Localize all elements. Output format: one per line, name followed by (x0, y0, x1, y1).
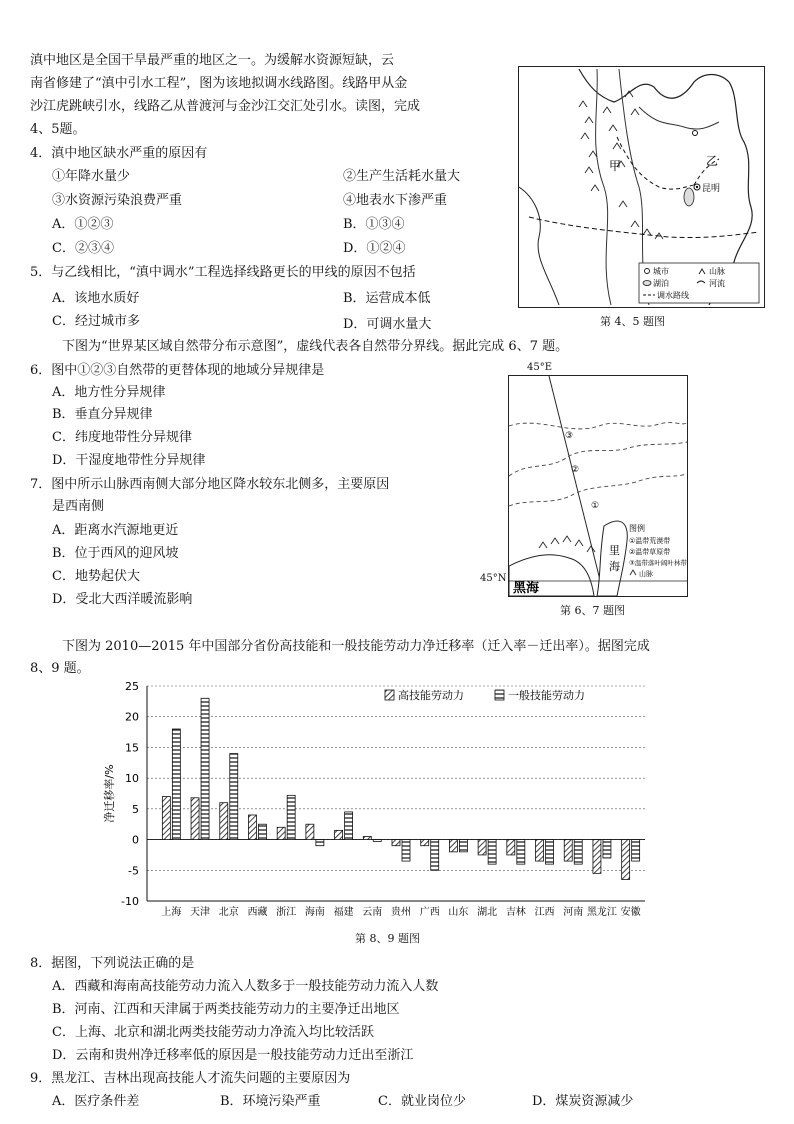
y-tick-label: 25 (125, 680, 139, 693)
zone-boundary-2 (509, 442, 687, 476)
map-67-drawing (509, 376, 687, 596)
legend-label-general: 一般技能劳动力 (508, 689, 585, 702)
q8-option-b[interactable]: B．河南、江西和天津属于两类技能劳动力的主要净迁出地区 (52, 1002, 400, 1017)
bar-general-skill (201, 698, 209, 839)
y-tick-label: 0 (132, 833, 139, 847)
intro-45-line-4: 4、5题。 (30, 122, 86, 137)
label-kunming: 昆明 (702, 184, 721, 194)
bar-general-skill (517, 840, 525, 865)
y-tick-label: 5 (132, 802, 139, 816)
q4-option-d[interactable]: D．①②④ (343, 241, 406, 256)
intro-89-line-1: 下图为 2010—2015 年中国部分省份高技能和一般技能劳动力净迁移率（迁入率－迁出率）。据图完成 (62, 639, 650, 654)
q8-stem: 8．据图，下列说法正确的是 (30, 956, 195, 971)
x-tick-label: 江西 (534, 907, 555, 918)
bar-general-skill (316, 840, 324, 846)
q5-stem: 5．与乙线相比，“滇中调水”工程选择线路更长的甲线的原因不包括 (30, 265, 416, 280)
label-yi: 乙 (706, 154, 719, 168)
legend-lake: 湖泊 (653, 279, 669, 288)
q6-stem: 6．图中①②③自然带的更替体现的地域分异规律是 (30, 363, 325, 378)
q7-stem-line-2: 是西南侧 (52, 499, 105, 514)
chart-caption: 第 8、9 题图 (355, 932, 420, 945)
bar-general-skill (172, 729, 180, 840)
q6-option-c[interactable]: C．纬度地带性分异规律 (52, 430, 192, 445)
intro-67: 下图为“世界某区域自然带分布示意图”，虚线代表各自然带分界线。据此完成 6、7 题。 (62, 339, 569, 354)
q7-option-b[interactable]: B．位于西风的迎风坡 (52, 546, 179, 561)
x-tick-label: 上海 (161, 907, 182, 918)
q8-option-a[interactable]: A．西藏和海南高技能劳动力流入人数多于一般技能劳动力流入人数 (52, 979, 439, 994)
x-tick-label: 贵州 (391, 907, 411, 918)
y-tick-label: -10 (121, 895, 139, 908)
legend-city: 城市 (653, 267, 669, 276)
black-sea-label: 黑海 (513, 581, 540, 596)
map67-caption: 第 6、7 题图 (560, 604, 625, 617)
x-tick-label: 黑龙江 (586, 907, 617, 918)
map67-legend-2: ②温带草原带 (629, 548, 671, 556)
bar-general-skill (373, 840, 381, 842)
y-tick-label: 15 (125, 741, 139, 755)
q7-option-a[interactable]: A．距离水汽源地更近 (52, 523, 179, 538)
legend-river: 河流 (709, 279, 725, 288)
boundary-line-west (519, 187, 559, 305)
x-tick-label: 福建 (333, 907, 354, 918)
q4-item-3: ③水资源污染浪费严重 (52, 193, 183, 208)
map-45 (518, 66, 765, 308)
bar-high-skill (220, 803, 228, 840)
legend-mountain-icon (630, 570, 636, 575)
x-tick-label: 广西 (419, 907, 440, 918)
legend-route: 调水路线 (657, 291, 689, 300)
intro-45-line-3: 沙江虎跳峡引水，线路乙从普渡河与金沙江交汇处引水。读图，完成 (30, 99, 421, 114)
x-tick-label: 天津 (190, 907, 211, 918)
map67-lon-label: 45°E (527, 362, 553, 373)
label-jia: 甲 (609, 159, 622, 173)
bar-high-skill (622, 840, 630, 880)
bar-high-skill (507, 840, 515, 855)
bar-general-skill (603, 840, 611, 858)
q7-option-d[interactable]: D．受北大西洋暖流影响 (52, 592, 193, 607)
x-tick-label: 云南 (362, 907, 383, 918)
x-tick-label: 海南 (304, 907, 325, 918)
caspian-label-2: 海 (609, 560, 620, 573)
q4-option-a[interactable]: A．①②③ (52, 217, 114, 232)
map-45-drawing (519, 67, 764, 307)
bar-high-skill (191, 798, 199, 840)
q4-option-b[interactable]: B．①③④ (343, 217, 405, 232)
q4-item-1: ①年降水量少 (52, 169, 131, 184)
bar-general-skill (431, 840, 439, 871)
q4-stem: 4．滇中地区缺水严重的原因有 (30, 146, 208, 161)
legend-lake-icon (643, 281, 651, 286)
x-tick-label: 西藏 (247, 907, 268, 918)
bar-general-skill (459, 840, 467, 852)
bar-chart-svg (95, 676, 655, 926)
bar-general-skill (287, 795, 295, 839)
bar-general-skill (574, 840, 582, 865)
y-axis-label: 净迁移率/% (103, 764, 116, 823)
x-tick-label: 湖北 (477, 907, 498, 918)
bar-high-skill (564, 840, 572, 862)
q8-option-d[interactable]: D．云南和贵州净迁移率低的原因是一般技能劳动力迁出至浙江 (52, 1048, 414, 1063)
bar-high-skill (248, 815, 256, 840)
x-tick-label: 山东 (448, 907, 469, 918)
legend-mountain: 山脉 (709, 267, 725, 276)
caspian-label-1: 里 (609, 544, 620, 557)
x-tick-label: 北京 (218, 907, 239, 918)
q9-stem: 9．黑龙江、吉林出现高技能人才流失问题的主要原因为 (30, 1071, 351, 1086)
x-tick-label: 河南 (563, 907, 584, 918)
map45-caption: 第 4、5 题图 (600, 315, 665, 328)
city-dot (696, 186, 698, 188)
mountain-range-icon (539, 536, 595, 552)
q9-option-a[interactable]: A．医疗条件差 (52, 1094, 140, 1109)
q9-option-b[interactable]: B．环境污染严重 (220, 1094, 321, 1109)
map67-legend-3: ③温带落叶阔叶林带 (629, 559, 687, 567)
legend-swatch-high (385, 690, 394, 700)
q5-option-d[interactable]: D．可调水量大 (343, 317, 432, 332)
bar-high-skill (478, 840, 486, 855)
bar-general-skill (546, 840, 554, 865)
legend-label-high: 高技能劳动力 (398, 689, 464, 702)
q7-stem-line-1: 7．图中所示山脉西南侧大部分地区降水较东北侧多，主要原因 (30, 477, 390, 492)
bar-high-skill (306, 824, 314, 839)
river-line (596, 69, 611, 305)
q5-option-c[interactable]: C．经过城市多 (52, 314, 140, 329)
intro-45-line-1: 滇中地区是全国干旱最严重的地区之一。为缓解水资源短缺，云 (30, 53, 395, 68)
bar-high-skill (593, 840, 601, 874)
map67-lat-label: 45°N (480, 573, 507, 584)
q6-option-d[interactable]: D．干湿度地带性分异规律 (52, 453, 206, 468)
y-tick-label: -5 (128, 864, 139, 878)
q9-option-c[interactable]: C．就业岗位少 (378, 1094, 466, 1109)
zone-label-3: ③ (565, 431, 574, 441)
lake-shape (684, 188, 694, 206)
intro-89-line-2: 8、9 题。 (30, 661, 90, 676)
bar-general-skill (258, 824, 266, 839)
bar-general-skill (632, 840, 640, 862)
q5-option-b[interactable]: B．运营成本低 (343, 291, 431, 306)
x-tick-label: 浙江 (276, 907, 297, 918)
bar-high-skill (363, 837, 371, 840)
bar-high-skill (421, 840, 429, 846)
bar-high-skill (449, 840, 457, 852)
route-south (529, 217, 759, 238)
bar-high-skill (335, 830, 343, 839)
zone-label-2: ② (571, 465, 580, 475)
q4-item-4: ④地表水下渗严重 (343, 193, 448, 208)
q9-option-d[interactable]: D．煤炭资源减少 (532, 1094, 634, 1109)
intro-45-line-2: 南省修建了“滇中引水工程”，图为该地拟调水线路图。线路甲从金 (30, 76, 408, 91)
q4-option-c[interactable]: C．②③④ (52, 241, 114, 256)
legend-swatch-general (495, 690, 504, 700)
q6-option-a[interactable]: A．地方性分异规律 (52, 385, 166, 400)
zone-label-1: ① (591, 501, 600, 511)
bar-general-skill (230, 754, 238, 840)
y-tick-label: 20 (125, 710, 139, 724)
map67-legend-4: 山脉 (639, 570, 653, 578)
river-line-3 (639, 107, 719, 129)
bar-chart (95, 676, 655, 926)
bar-general-skill (402, 840, 410, 862)
q7-option-c[interactable]: C．地势起伏大 (52, 569, 140, 584)
map67-legend-title: 图例 (629, 524, 645, 533)
map-67 (508, 375, 688, 597)
bar-high-skill (536, 840, 544, 862)
q8-option-c[interactable]: C．上海、北京和湖北两类技能劳动力净流入均比较活跃 (52, 1025, 374, 1040)
caspian-sea-shape (597, 521, 627, 596)
q6-option-b[interactable]: B．垂直分异规律 (52, 407, 153, 422)
bar-high-skill (392, 840, 400, 846)
zone-boundary-1 (509, 423, 687, 429)
q5-option-a[interactable]: A．该地水质好 (52, 291, 140, 306)
q4-item-2: ②生产生活耗水量大 (343, 169, 461, 184)
x-tick-label: 吉林 (505, 907, 526, 918)
bar-general-skill (345, 812, 353, 840)
map67-legend-1: ①温带荒漠带 (629, 537, 671, 545)
x-tick-label: 安徽 (620, 907, 641, 918)
bar-high-skill (162, 797, 170, 840)
bar-high-skill (277, 827, 285, 839)
y-tick-label: 10 (125, 772, 139, 786)
bar-general-skill (488, 840, 496, 865)
city-icon-north (693, 131, 698, 136)
